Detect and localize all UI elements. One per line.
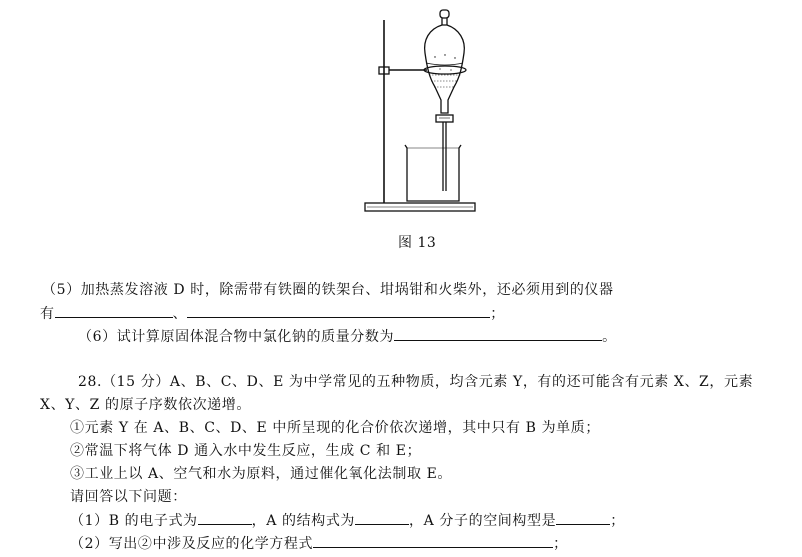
q6-end: 。	[602, 329, 617, 345]
q28-sub1-a: （1）B 的电子式为	[70, 513, 198, 529]
answer-blank-instrument-2[interactable]	[187, 304, 315, 318]
q28-condition-1: ①元素 Y 在 A、B、C、D、E 中所呈现的化合价依次递增，其中只有 B 为单质；	[70, 420, 600, 436]
q28-prompt: 请回答以下问题：	[70, 489, 187, 505]
separatory-funnel	[425, 25, 465, 113]
answer-blank-mass-fraction[interactable]	[394, 327, 602, 341]
q28-intro-2: X、Y、Z 的原子序数依次递增。	[40, 397, 251, 413]
q28-sub-2	[70, 534, 568, 553]
figure-caption: 图 13	[398, 235, 437, 251]
q28-sub1-c: ，A 分子的空间构型是	[409, 513, 557, 529]
q28-intro-1: 28.（15 分）A、B、C、D、E 为中学常见的五种物质，均含元素 Y，有的还可能含有元素 X、Z，元素	[78, 374, 754, 390]
answer-blank-electron-formula[interactable]	[198, 511, 252, 525]
q5-prefix: 有	[40, 306, 55, 322]
answer-blank-instrument-1[interactable]	[55, 304, 173, 318]
q5-separator: 、	[172, 306, 188, 322]
q5-end: ；	[490, 306, 505, 322]
q5-line1: （5）加热蒸发溶液 D 时，除需带有铁圈的铁架台、坩埚钳和火柴外，还必须用到的仪器	[42, 282, 614, 298]
beaker	[405, 145, 461, 201]
q5-line2	[40, 304, 505, 323]
q28-condition-2: ②常温下将气体 D 通入水中发生反应，生成 C 和 E；	[70, 443, 422, 459]
q28-sub1-end: ；	[610, 513, 625, 529]
q6-line	[78, 327, 617, 346]
apparatus-figure	[355, 5, 480, 215]
q28-sub2-a: （2）写出②中涉及反应的化学方程式	[70, 536, 314, 552]
q28-sub-1	[70, 511, 625, 530]
q28-sub1-b: ，A 的结构式为	[251, 513, 356, 529]
answer-blank-molecular-shape[interactable]	[556, 511, 610, 525]
q6-text: （6）试计算原固体混合物中氯化钠的质量分数为	[78, 329, 395, 345]
answer-blank-structural-formula[interactable]	[355, 511, 409, 525]
q28-condition-3: ③工业上以 A、空气和水为原料，通过催化氧化法制取 E。	[70, 466, 453, 482]
q28-sub2-end: ；	[553, 536, 568, 552]
answer-blank-equation[interactable]	[313, 534, 553, 548]
answer-blank-instrument-3[interactable]	[315, 304, 490, 318]
stopcock	[436, 115, 453, 122]
